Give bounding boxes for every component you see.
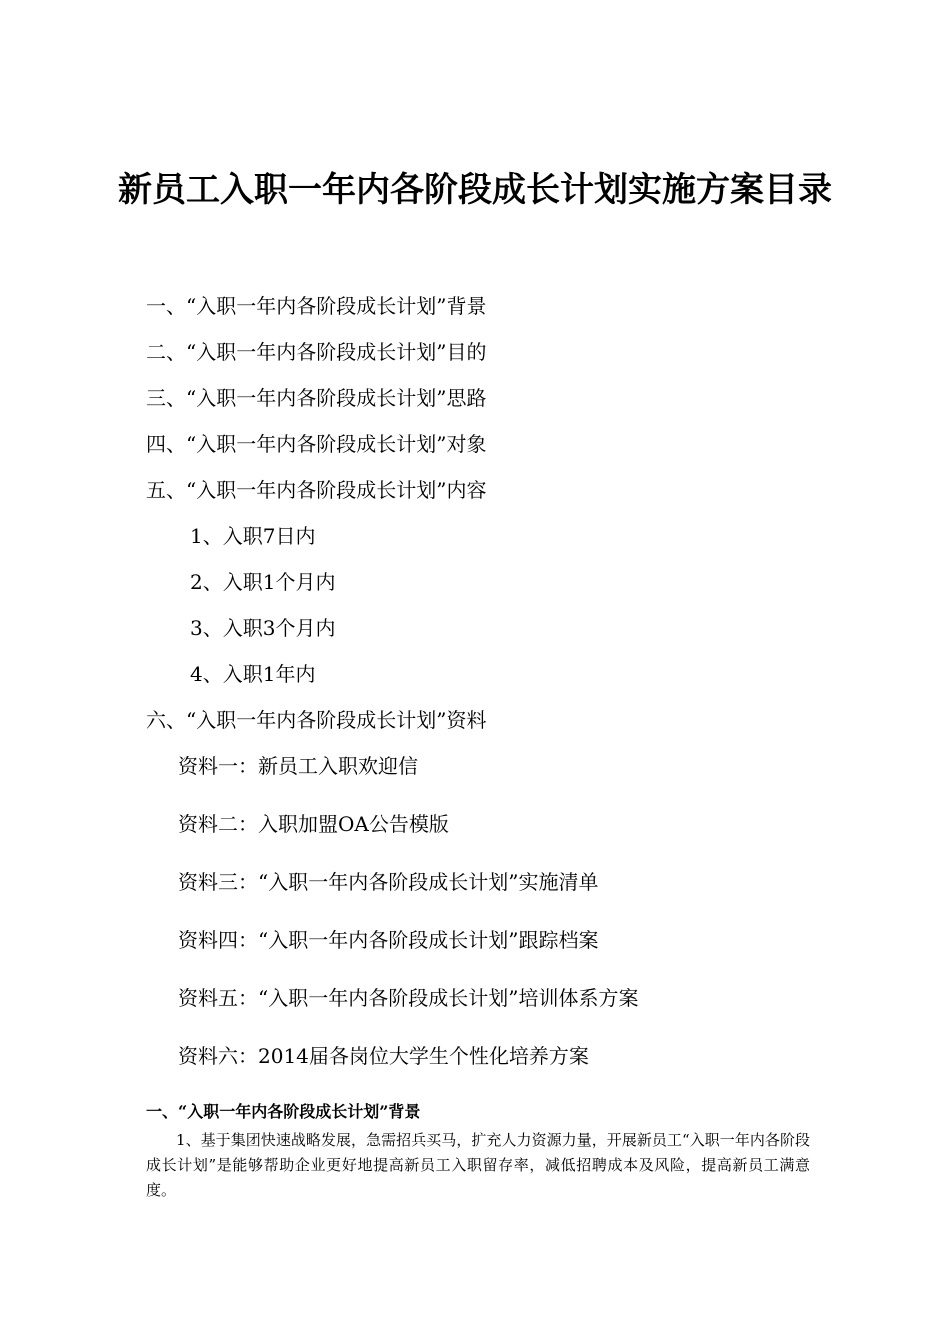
toc-subitem: 1、入职7日内: [190, 524, 316, 548]
document-title: 新员工入职一年内各阶段成长计划实施方案目录: [118, 170, 832, 210]
toc-item: 三、“入职一年内各阶段成长计划”思路: [146, 386, 487, 410]
toc-resource-item: 资料五：“入职一年内各阶段成长计划”培训体系方案: [178, 986, 639, 1010]
toc-resource-item: 资料四：“入职一年内各阶段成长计划”跟踪档案: [178, 928, 599, 952]
toc-item: 二、“入职一年内各阶段成长计划”目的: [146, 340, 487, 364]
toc-subitem: 4、入职1年内: [190, 662, 316, 686]
toc-resource-item: 资料二：入职加盟OA公告模版: [178, 812, 449, 836]
body-paragraph: 1、基于集团快速战略发展，急需招兵买马，扩充人力资源力量，开展新员工“入职一年内各阶段成长计划”是能够帮助企业更好地提高新员工入职留存率，减低招聘成本及风险，提高新员工满意度。: [146, 1131, 810, 1199]
toc-item: 一、“入职一年内各阶段成长计划”背景: [146, 294, 487, 318]
toc-subitem: 2、入职1个月内: [190, 570, 336, 594]
toc-resource-item: 资料三：“入职一年内各阶段成长计划”实施清单: [178, 870, 599, 894]
toc-subitem: 3、入职3个月内: [190, 616, 336, 640]
toc-resource-item: 资料六：2014届各岗位大学生个性化培养方案: [178, 1044, 589, 1068]
toc-item: 五、“入职一年内各阶段成长计划”内容: [146, 478, 487, 502]
toc-resource-item: 资料一：新员工入职欢迎信: [178, 754, 418, 778]
toc-item: 四、“入职一年内各阶段成长计划”对象: [146, 432, 487, 456]
section-heading: 一、“入职一年内各阶段成长计划”背景: [146, 1102, 421, 1121]
toc-item: 六、“入职一年内各阶段成长计划”资料: [146, 708, 487, 732]
